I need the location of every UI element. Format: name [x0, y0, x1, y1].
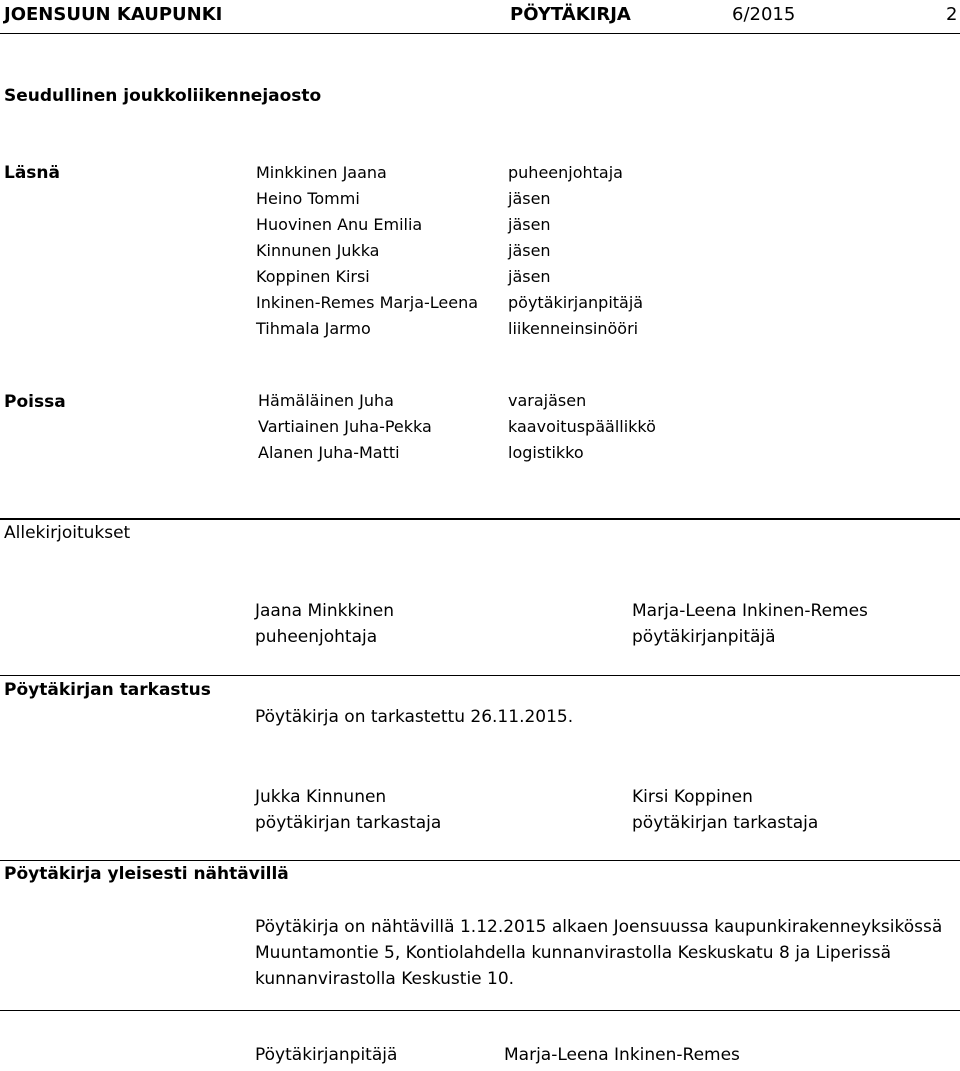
signer-role: puheenjohtaja	[255, 627, 378, 647]
notice-line: Muuntamontie 5, Kontiolahdella kunnanvirastolla Keskuskatu 8 ja Liperissä	[255, 943, 892, 963]
absent-label: Poissa	[4, 392, 66, 412]
absent-names	[258, 388, 432, 466]
page-number: 2	[946, 4, 958, 25]
public-notice-text	[255, 914, 955, 992]
reviewer-role: pöytäkirjan tarkastaja	[632, 813, 819, 833]
absent-roles	[508, 388, 656, 466]
footer-name: Marja-Leena Inkinen-Remes	[504, 1045, 740, 1065]
section-rule	[0, 860, 960, 861]
member-role: pöytäkirjanpitäjä	[508, 293, 644, 312]
member-role: jäsen	[508, 215, 551, 234]
member-name: Huovinen Anu Emilia	[256, 215, 423, 234]
member-name: Heino Tommi	[256, 189, 360, 208]
member-name: Vartiainen Juha-Pekka	[258, 417, 432, 436]
signatures-label: Allekirjoitukset	[4, 523, 131, 543]
member-name: Minkkinen Jaana	[256, 163, 387, 182]
reviewer-role: pöytäkirjan tarkastaja	[255, 813, 442, 833]
member-name: Inkinen-Remes Marja-Leena	[256, 293, 479, 312]
member-name: Kinnunen Jukka	[256, 241, 380, 260]
member-role: liikenneinsinööri	[508, 319, 639, 338]
notice-line: kunnanvirastolla Keskustie 10.	[255, 969, 515, 989]
member-role: jäsen	[508, 189, 551, 208]
member-name: Tihmala Jarmo	[256, 319, 371, 338]
member-role: kaavoituspäällikkö	[508, 417, 656, 436]
public-label: Pöytäkirja yleisesti nähtävillä	[4, 864, 289, 884]
reviewer-name: Jukka Kinnunen	[255, 787, 387, 807]
review-statement: Pöytäkirja on tarkastettu 26.11.2015.	[255, 707, 574, 727]
document-type: PÖYTÄKIRJA	[510, 4, 631, 25]
signature-right	[632, 598, 868, 650]
member-name: Hämäläinen Juha	[258, 391, 394, 410]
signer-name: Jaana Minkkinen	[255, 601, 395, 621]
notice-line: Pöytäkirja on nähtävillä 1.12.2015 alkaen Joensuussa kaupunkirakenneyksikössä	[255, 917, 943, 937]
present-roles	[508, 160, 643, 342]
reviewer-left	[255, 784, 441, 836]
document-number: 6/2015	[732, 4, 796, 25]
signer-name: Marja-Leena Inkinen-Remes	[632, 601, 868, 621]
reviewer-name: Kirsi Koppinen	[632, 787, 753, 807]
review-label: Pöytäkirjan tarkastus	[4, 680, 211, 700]
footer-label: Pöytäkirjanpitäjä	[255, 1045, 398, 1065]
member-name: Koppinen Kirsi	[256, 267, 370, 286]
signature-left	[255, 598, 394, 650]
member-role: jäsen	[508, 241, 551, 260]
section-rule	[0, 518, 960, 520]
committee-name: Seudullinen joukkoliikennejaosto	[4, 86, 322, 106]
member-role: varajäsen	[508, 391, 587, 410]
present-label: Läsnä	[4, 163, 60, 183]
header-rule	[0, 33, 960, 34]
signer-role: pöytäkirjanpitäjä	[632, 627, 776, 647]
present-names	[256, 160, 478, 342]
member-role: puheenjohtaja	[508, 163, 623, 182]
member-role: jäsen	[508, 267, 551, 286]
organization-name: JOENSUUN KAUPUNKI	[4, 4, 223, 25]
section-rule	[0, 1010, 960, 1011]
reviewer-right	[632, 784, 818, 836]
member-name: Alanen Juha-Matti	[258, 443, 400, 462]
member-role: logistikko	[508, 443, 584, 462]
section-rule	[0, 675, 960, 676]
